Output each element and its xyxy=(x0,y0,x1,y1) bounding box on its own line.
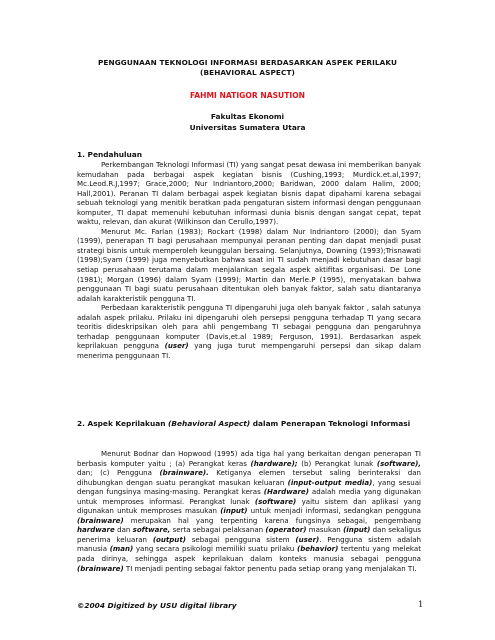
affiliation xyxy=(0,111,495,133)
section-2-body xyxy=(77,449,421,573)
affiliation-faculty: Fakultas Ekonomi xyxy=(210,112,285,121)
section-2-heading: 2. Aspek Keprilakuan (Behavioral Aspect) dalam Penerapan Teknologi Informasi xyxy=(77,419,411,428)
section-2-paragraph-1: Menurut Bodnar dan Hopwood (1995) ada tiga hal yang berkaitan dengan penerapan TI berbasis komputer yaitu ; (a) Perangkat keras (hardware); (b) Perangkat lunak (software), dan; (c) Pengguna (brainware). Ketiganya elemen tersebut saling berinteraksi dan dihubungkan dengan suatu perangkat masukan keluaran (input-output media), yang sesuai dengan fungsinya masing-masing. Perangkat keras (Hardware) adalah media yang digunakan untuk memproses informasi. Perangkat lunak (software) yaitu sistem dan aplikasi yang digunakan untuk memproses masukan (input) untuk menjadi informasi, sedangkan pengguna (brainware) merupakan hal yang terpenting karena fungsinya sebagai, pengembang hardware dan software, serta sebagai pelaksanan (operator) masukan (input) dan sekaligus penerima keluaran (output) sebagai pengguna sistem (user). Pengguna sistem adalah manusia (man) yang secara psikologi memiliki suatu prilaku (behavior) tertentu yang melekat pada dirinya, sehingga aspek keprilakuan dalam konteks manusia sebagai pengguna (brainware) TI menjadi penting sebagai faktor penentu pada setiap orang yang menjalakan TI. xyxy=(77,449,422,573)
term-user: (user) xyxy=(164,341,189,351)
affiliation-university: Universitas Sumatera Utara xyxy=(189,123,306,132)
section-1-paragraph-3: Perbedaan karakteristik pengguna TI dipengaruhi juga oleh banyak faktor , salah satunya adalah aspek prilaku. Prilaku ini dipengaruhi oleh persepsi pengguna terhadap TI yang secara teoritis dideskripsikan oleh para ahli pengembang TI sebagai pengguna dan pengaruhnya terhadap penggunaan komputer (Davis,et.al 1989; Ferguson, 1991). Berdasarkan aspek keprilakuan pengguna (user) yang juga turut mempengaruhi persepsi dan sikap dalam menerima penggunaan TI. xyxy=(77,303,421,360)
section-1-heading: 1. Pendahuluan xyxy=(77,150,143,159)
paper-title xyxy=(60,58,435,78)
section-1-body xyxy=(77,160,421,360)
section-1-paragraph-1: Perkembangan Teknologi Informasi (TI) yang sangat pesat dewasa ini memberikan banyak kemudahan pada berbagai aspek kegiatan bisnis (Cushing,1993; Murdick.et.al,1997; Mc.Leod.R.J,1997; Grace,2000; Nur Indriantoro,2000; Baridwan, 2000 dalam Halim, 2000; Hall,2001). Peranan TI dalam berbagai aspek kegiatan bisnis dapat dipahami karena sebagai sebuah teknologi yang menitik beratkan pada pengaturan sistem informasi dengan penggunaan komputer, TI dapat memenuhi kebutuhan informasi dunia bisnis dengan sangat cepat, tepat waktu, relevan, dan akurat (Wilkinson dan Cerullo,1997). xyxy=(77,160,421,227)
section-1-paragraph-2: Menurut Mc. Farlan (1983); Rockart (1998) dalam Nur Indriantoro (2000); dan Syam (1999), penerapan TI bagi perusahaan mempunyai peranan penting dan dapat menjadi pusat strategi bisnis untuk memperoleh keunggulan bersaing. Selanjutnya, Downing (1993);Trisnawati (1998);Syam (1999) juga menyebutkan bahwa saat ini TI sudah menjadi kebutuhan dasar bagi setiap perusahaan terutama dalam menjalankan segala aspek aktifitas organisasi. De Lone (1981); Morgan (1996) dalam Syam (1999); Martin dan Merle.P (1995), menyatakan bahwa penggunaan TI bagi suatu perusahaan ditentukan oleh banyak faktor, salah satu diantaranya adalah karakteristik pengguna TI. xyxy=(77,226,421,303)
title-line-2: (BEHAVIORAL ASPECT) xyxy=(200,68,295,77)
footer-copyright: ©2004 Digitized by USU digital library xyxy=(77,601,237,610)
title-line-1: PENGGUNAAN TEKNOLOGI INFORMASI BERDASARKAN ASPEK PERILAKU xyxy=(97,58,398,67)
page-number: 1 xyxy=(418,600,424,610)
author-name: FAHMI NATIGOR NASUTION xyxy=(189,91,306,100)
